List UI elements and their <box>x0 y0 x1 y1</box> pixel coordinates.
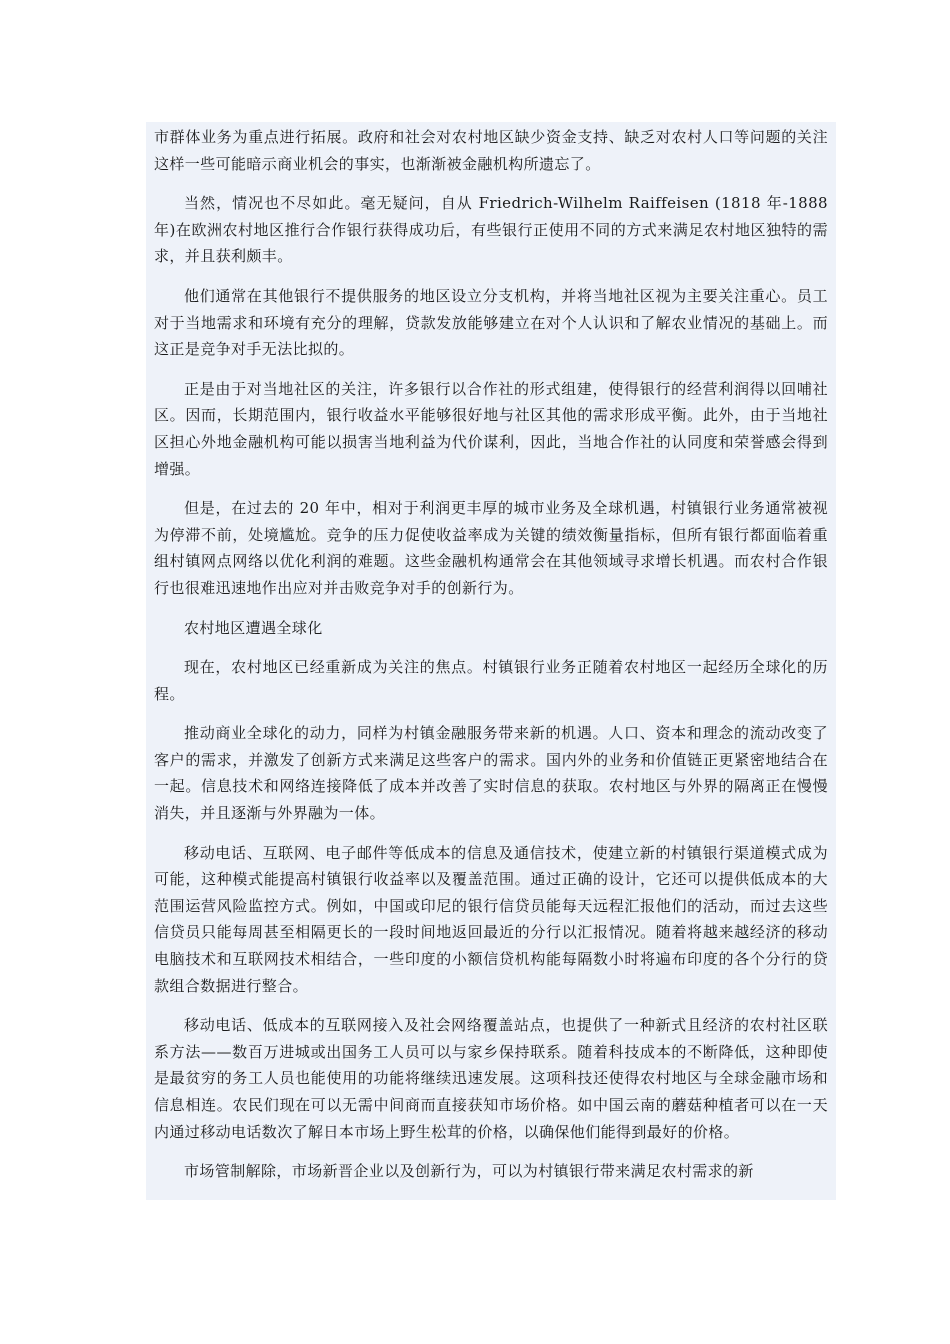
paragraph-5: 但是，在过去的 20 年中，相对于利润更丰厚的城市业务及全球机遇，村镇银行业务通常被视为停滞不前，处境尴尬。竞争的压力促使收益率成为关键的绩效衡量指标，但所有银行都面临着重组村镇网点网络以优化利润的难题。这些金融机构通常会在其他领域寻求增长机遇。而农村合作银行也很难迅速地作出应对并击败竞争对手的创新行为。 <box>154 499 828 597</box>
paragraph-10: 市场管制解除，市场新晋企业以及创新行为，可以为村镇银行带来满足农村需求的新 <box>184 1162 754 1181</box>
document-body <box>154 124 828 1198</box>
paragraph-9: 移动电话、低成本的互联网接入及社会网络覆盖站点，也提供了一种新式且经济的农村社区联系方法——数百万进城或出国务工人员可以与家乡保持联系。随着科技成本的不断降低，这种即使是最贫穷的务工人员也能使用的功能将继续迅速发展。这项科技还使得农村地区与全球金融市场和信息相连。农民们现在可以无需中间商而直接获知市场价格。如中国云南的蘑菇种植者可以在一天内通过移动电话数次了解日本市场上野生松茸的价格，以确保他们能得到最好的价格。 <box>154 1016 828 1141</box>
document-text-panel <box>146 122 836 1200</box>
paragraph-4: 正是由于对当地社区的关注，许多银行以合作社的形式组建，使得银行的经营利润得以回哺社区。因而，长期范围内，银行收益水平能够很好地与社区其他的需求形成平衡。此外，由于当地社区担心外地金融机构可能以损害当地利益为代价谋利，因此，当地合作社的认同度和荣誉感会得到增强。 <box>154 379 828 478</box>
paragraph-6: 现在，农村地区已经重新成为关注的焦点。村镇银行业务正随着农村地区一起经历全球化的历程。 <box>154 658 828 703</box>
paragraph-3: 他们通常在其他银行不提供服务的地区设立分支机构，并将当地社区视为主要关注重心。员工对于当地需求和环境有充分的理解，贷款发放能够建立在对个人认识和了解农业情况的基础上。而这正是竞争对手无法比拟的。 <box>154 286 828 359</box>
section-heading: 农村地区遭遇全球化 <box>184 618 323 637</box>
paragraph-1: 市群体业务为重点进行拓展。政府和社会对农村地区缺少资金支持、缺乏对农村人口等问题的关注这样一些可能暗示商业机会的事实，也渐渐被金融机构所遗忘了。 <box>154 128 828 173</box>
paragraph-8: 移动电话、互联网、电子邮件等低成本的信息及通信技术，使建立新的村镇银行渠道模式成为可能，这种模式能提高村镇银行收益率以及覆盖范围。通过正确的设计，它还可以提供低成本的大范围运营风险监控方式。例如，中国或印尼的银行信贷员能每天远程汇报他们的活动，而过去这些信贷员只能每周甚至相隔更长的一段时间地返回最近的分行以汇报情况。随着将越来越经济的移动电脑技术和互联网技术相结合，一些印度的小额信贷机构能每隔数小时将遍布印度的各个分行的贷款组合数据进行整合。 <box>154 843 828 995</box>
paragraph-2: 当然，情况也不尽如此。毫无疑问，自从 Friedrich-Wilhelm Raiffeisen (1818 年-1888 年)在欧洲农村地区推行合作银行获得成功后，有些银行正使用不同的方式来满足农村地区独特的需求，并且获利颇丰。 <box>154 194 828 266</box>
paragraph-7: 推动商业全球化的动力，同样为村镇金融服务带来新的机遇。人口、资本和理念的流动改变了客户的需求，并激发了创新方式来满足这些客户的需求。国内外的业务和价值链正更紧密地结合在一起。信息技术和网络连接降低了成本并改善了实时信息的获取。农村地区与外界的隔离正在慢慢消失，并且逐渐与外界融为一体。 <box>154 724 828 823</box>
